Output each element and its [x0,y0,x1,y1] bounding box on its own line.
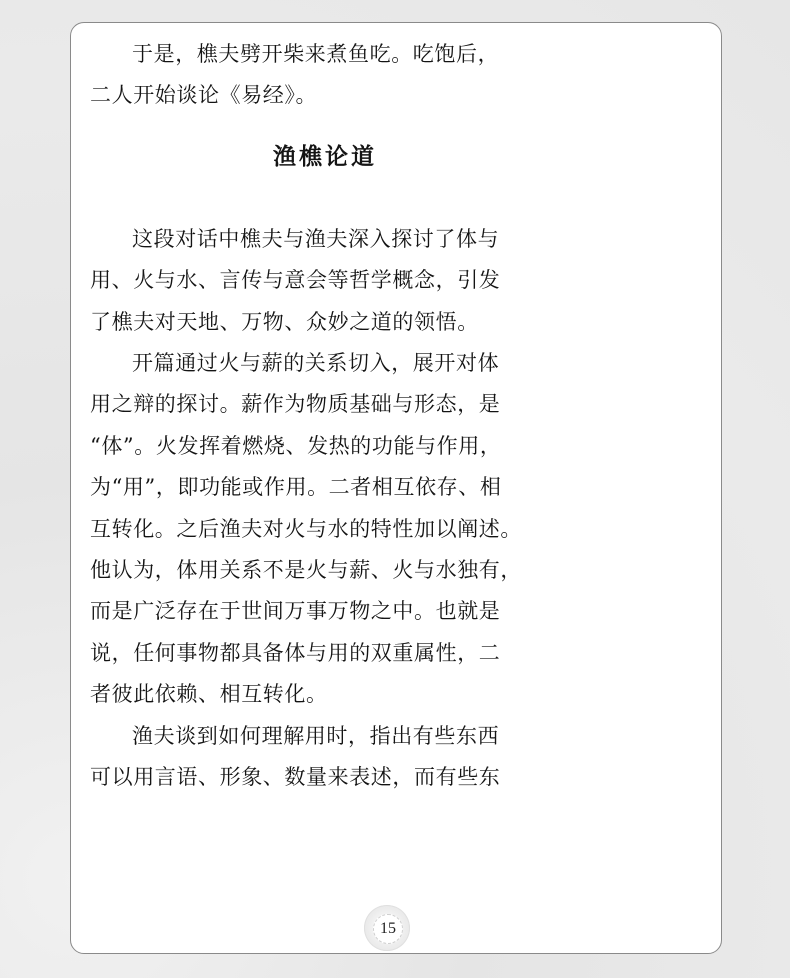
text-line: 于是，樵夫劈开柴来煮鱼吃。吃饱后， [132,42,500,66]
intro-paragraph [90,34,560,117]
text-line: 用、火与水、言传与意会等哲学概念，引发 [90,268,501,293]
page-number: 15 [373,914,403,944]
text-line: 渔夫谈到如何理解用时，指出有些东西 [132,723,500,748]
paragraph-3 [90,716,560,799]
text-line: 互转化。之后渔夫对火与水的特性加以阐述。 [90,516,522,541]
text-line: 而是广泛存在于世间万事万物之中。也就是 [90,599,501,624]
text-line: 他认为，体用关系不是火与薪、火与水独有， [90,558,522,583]
section-title: 渔樵论道 [273,143,377,170]
text-line: 可以用言语、形象、数量来表述，而有些东 [90,765,501,790]
text-line: 了樵夫对天地、万物、众妙之道的领悟。 [90,309,479,334]
text-line: 开篇通过火与薪的关系切入，展开对体 [132,351,500,376]
page-number-badge [364,905,410,951]
text-line: 为“用”，即功能或作用。二者相互依存、相 [90,475,502,500]
text-line: 者彼此依赖、相互转化。 [90,682,328,707]
text-line: 用之辩的探讨。薪作为物质基础与形态，是 [90,392,501,417]
text-line: “体”。火发挥着燃烧、发热的功能与作用， [90,433,502,458]
text-line: 二人开始谈论《易经》。 [90,83,318,108]
text-line: 这段对话中樵夫与渔夫深入探讨了体与 [132,226,500,251]
page-text [90,34,560,799]
paragraph-2 [90,343,560,716]
paragraph-1 [90,219,560,343]
text-line: 说，任何事物都具备体与用的双重属性，二 [90,640,501,665]
